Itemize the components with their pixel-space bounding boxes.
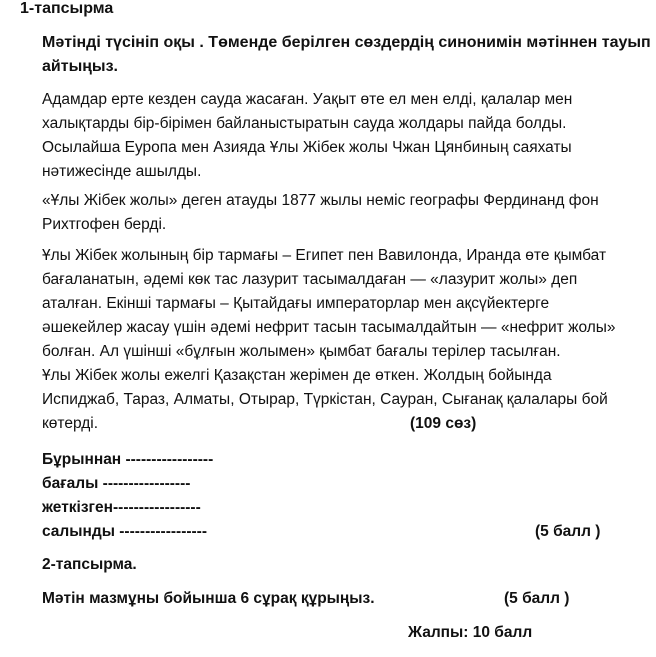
word-count: (109 сөз) (410, 415, 477, 432)
text-line: аталған. Екінші тармағы – Қытайдағы императорлар мен ақсүйектерге (42, 295, 550, 312)
synonym-item: бағалы ----------------- (42, 475, 191, 492)
text-line: Рихтгофен берді. (42, 216, 167, 233)
text-line: болған. Ал үшінші «бұлғын жолымен» қымбат бағалы терілер тасылған. (42, 343, 561, 360)
text-line: Ұлы Жібек жолының бір тармағы – Египет пен Вавилонда, Иранда өте қымбат (42, 247, 607, 264)
task1-points: (5 балл ) (535, 523, 601, 540)
text-line: көтерді. (42, 415, 99, 432)
text-line: әшекейлер жасау үшін әдемі нефрит тасын тасымалдайтын — «нефрит жолы» (42, 319, 616, 336)
task2-points: (5 балл ) (504, 590, 570, 607)
task1-instruction-line: айтыңыз. (42, 58, 118, 75)
synonym-item: салынды ----------------- (42, 523, 208, 540)
text-line: бағаланатын, әдемі көк тас лазурит тасымалдаған — «лазурит жолы» деп (42, 271, 578, 288)
task2-heading: 2-тапсырма. (42, 556, 137, 573)
text-line: Испиджаб, Тараз, Алматы, Отырар, Түркістан, Сауран, Сығанақ қалалары бой (42, 391, 608, 408)
task1-heading: 1-тапсырма (20, 0, 114, 17)
task1-instruction-line: Мәтінді түсініп оқы . Төменде берілген сөздердің синонимін мәтіннен тауып (42, 34, 651, 51)
text-line: Адамдар ерте кезден сауда жасаған. Уақыт өте ел мен елді, қалалар мен (42, 91, 573, 108)
text-line: Ұлы Жібек жолы ежелгі Қазақстан жерімен де өткен. Жолдың бойында (42, 367, 552, 384)
total-points: Жалпы: 10 балл (408, 624, 533, 641)
synonym-item: Бұрыннан ----------------- (42, 451, 214, 468)
synonym-item: жеткізген----------------- (42, 499, 201, 516)
text-line: халықтарды бір-бірімен байланыстыратын сауда жолдары пайда болды. (42, 115, 567, 132)
text-line: «Ұлы Жібек жолы» деген атауды 1877 жылы неміс географы Фердинанд фон (42, 192, 599, 209)
text-line: Осылайша Еуропа мен Азияда Ұлы Жібек жолы Чжан Цянбиның саяхаты (42, 139, 572, 156)
text-line: нәтижесінде ашылды. (42, 163, 202, 180)
task2-instruction: Мәтін мазмұны бойынша 6 сұрақ құрыңыз. (42, 590, 375, 607)
